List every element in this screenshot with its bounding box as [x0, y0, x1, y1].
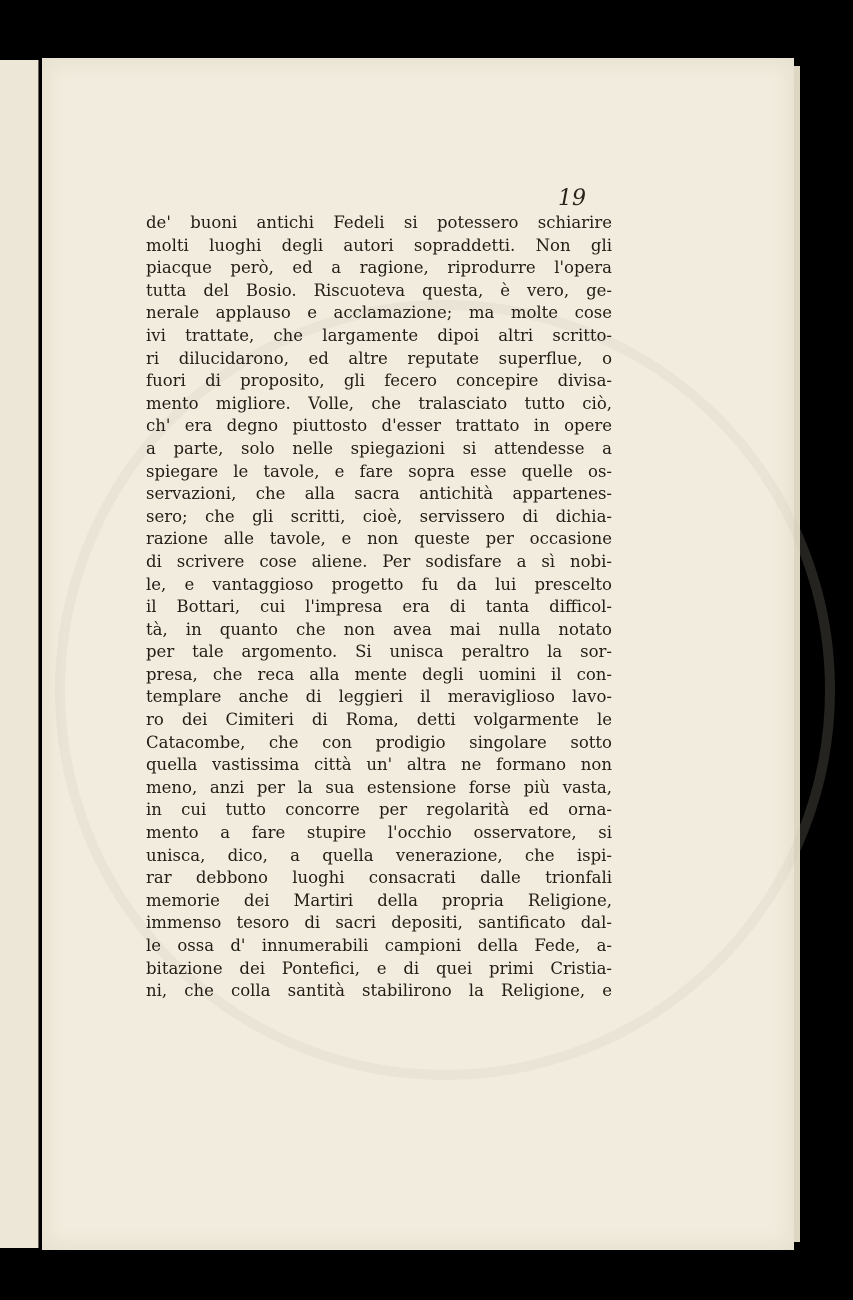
text-line: fuori di proposito, gli fecero concepire divisa- [146, 371, 612, 391]
facing-page-edge [0, 60, 39, 1248]
text-line: memorie dei Martiri della propria Religione, [146, 890, 612, 910]
text-line: spiegare le tavole, e fare sopra esse quelle os- [146, 461, 612, 481]
text-line: tutta del Bosio. Riscuoteva questa, è vero, ge- [146, 280, 612, 300]
text-line: il Bottari, cui l'impresa era di tanta difficol- [146, 597, 612, 617]
text-line: de' buoni antichi Fedeli si potessero schiarire [146, 213, 612, 232]
text-line: sero; che gli scritti, cioè, servissero di dichia- [146, 506, 612, 526]
text-line: in cui tutto concorre per regolarità ed orna- [146, 800, 612, 820]
text-line: immenso tesoro di sacri depositi, santificato dal- [146, 913, 612, 933]
body-text [146, 212, 612, 1003]
text-line: meno, anzi per la sua estensione forse più vasta, [146, 777, 612, 797]
text-line: tà, in quanto che non avea mai nulla notato [146, 619, 612, 639]
text-line: templare anche di leggieri il meraviglioso lavo- [146, 687, 612, 707]
text-line: le, e vantaggioso progetto fu da lui prescelto [146, 574, 612, 594]
text-line: ro dei Cimiteri di Roma, detti volgarmente le [146, 710, 612, 730]
text-line: Catacombe, che con prodigio singolare sotto [146, 732, 612, 752]
text-line: rar debbono luoghi consacrati dalle trionfali [146, 868, 612, 888]
text-line: ri dilucidarono, ed altre reputate superflue, o [146, 348, 612, 368]
text-line: nerale applauso e acclamazione; ma molte cose [146, 303, 612, 323]
text-line: quella vastissima città un' altra ne formano non [146, 755, 612, 775]
text-line: servazioni, che alla sacra antichità appartenes- [146, 484, 612, 504]
text-line: a parte, solo nelle spiegazioni si attendesse a [146, 438, 612, 458]
text-line: di scrivere cose aliene. Per sodisfare a sì nobi- [146, 551, 612, 571]
text-line: unisca, dico, a quella venerazione, che ispi- [146, 845, 612, 865]
text-line: le ossa d' innumerabili campioni della Fede, a- [146, 936, 612, 955]
text-line: per tale argomento. Si unisca peraltro la sor- [146, 642, 612, 662]
text-line: razione alle tavole, e non queste per occasione [146, 529, 612, 549]
text-line: bitazione dei Pontefici, e di quei primi Cristia- [146, 958, 612, 978]
text-line: ni, che colla santità stabilirono la Religione, e [146, 981, 612, 1001]
text-line: mento a fare stupire l'occhio osservatore, si [146, 823, 612, 843]
text-line: presa, che reca alla mente degli uomini il con- [146, 664, 612, 684]
text-line: mento migliore. Volle, che tralasciato tutto ciò, [146, 393, 612, 413]
text-line: piacque però, ed a ragione, riprodurre l'opera [146, 258, 612, 278]
page-number: 19 [558, 186, 586, 211]
text-line: molti luoghi degli autori sopraddetti. Non gli [146, 235, 612, 255]
text-line: ivi trattate, che largamente dipoi altri scritto- [146, 325, 612, 345]
text-line: ch' era degno piuttosto d'esser trattato in opere [146, 416, 612, 436]
